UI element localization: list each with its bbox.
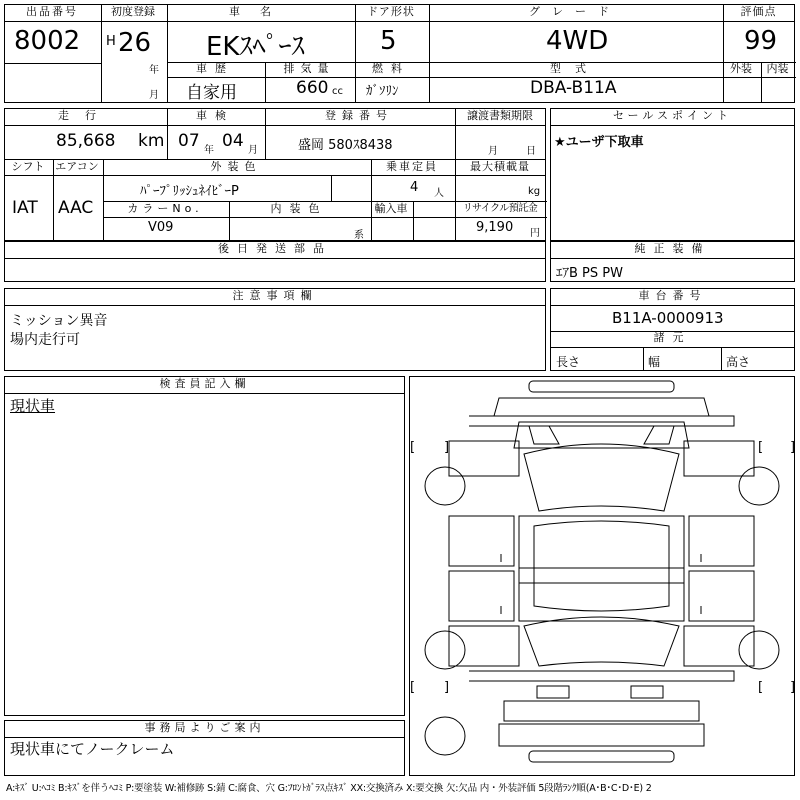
bracket-left-bottom: [ [410, 680, 416, 695]
specs-label: 諸元 [653, 331, 692, 344]
transfer-month-unit: 月 [488, 146, 498, 157]
ac-label: エアコン [55, 160, 99, 173]
era-letter: H [106, 34, 116, 49]
transfer-day-unit: 日 [526, 146, 536, 157]
plate-label: 登録番号 [325, 109, 393, 122]
recycle-value: 9,190 [476, 220, 514, 235]
displacement-value: 660 [296, 78, 329, 98]
selling-points-box [550, 108, 795, 241]
shift-value: IAT [12, 198, 38, 218]
capacity-unit: 人 [434, 188, 444, 199]
plate-value: 盛岡 580ｽ8438 [298, 138, 393, 153]
bracket-right-bottom: [ [758, 680, 764, 695]
grade-label: グレード [529, 5, 621, 18]
notes-line2: 場内走行可 [10, 332, 80, 348]
door-label: ドア形状 [367, 5, 415, 18]
capacity-value: 4 [410, 180, 419, 195]
transfer-label: 譲渡書類期限 [467, 109, 533, 122]
selling-points-label: セールスポイント [612, 109, 732, 122]
bracket-left-bottom-close: ] [444, 680, 450, 695]
fuel-value: ｶﾞｿﾘﾝ [366, 84, 399, 99]
inspection-year: 07 [178, 131, 200, 151]
import-label: 輸入車 [374, 202, 408, 215]
equipment-label: 純正装備 [634, 242, 711, 255]
color-value: ﾊﾟｰﾌﾟﾘｯｼｭﾈｲﾋﾞｰP [140, 184, 239, 199]
interior-color-unit: 系 [354, 230, 364, 241]
year-unit: 年 [149, 65, 159, 76]
interior-color-label: 内装色 [270, 202, 328, 215]
first-reg-label: 初度登録 [111, 5, 155, 18]
exterior-label: 外装 [730, 62, 752, 75]
inspector-value: 現状車 [10, 397, 56, 415]
load-unit: kg [528, 186, 541, 197]
model-value: DBA-B11A [530, 78, 617, 98]
history-label: 車歴 [196, 62, 234, 75]
color-no-value: V09 [148, 220, 174, 235]
color-label: 外装色 [210, 160, 262, 173]
selling-points-value: ★ユーザ下取車 [554, 135, 644, 150]
recycle-unit: 円 [530, 228, 540, 239]
mileage-value: 85,668 [56, 131, 116, 151]
inspection-label: 車検 [196, 109, 234, 122]
chassis-label: 車台番号 [638, 289, 707, 302]
capacity-label: 乗車定員 [386, 160, 438, 173]
specs-height: 高さ [726, 355, 751, 369]
inspection-year-unit: 年 [204, 145, 214, 156]
displacement-unit: cc [332, 86, 343, 97]
later-parts-label: 後日発送部品 [218, 242, 332, 255]
shift-label: シフト [11, 160, 45, 173]
interior-label: 内装 [766, 62, 789, 75]
office-label: 事務局よりご案内 [144, 721, 265, 734]
grade-value: 4WD [546, 26, 609, 56]
bracket-right-top-close: ] [444, 440, 450, 455]
color-no-label: カラーNo. [127, 202, 203, 215]
specs-width: 幅 [648, 355, 661, 369]
history-value: 自家用 [186, 83, 237, 103]
office-value: 現状車にてノークレーム [10, 740, 175, 758]
load-label: 最大積載量 [470, 160, 530, 173]
model-label: 型式 [550, 62, 600, 75]
bracket-right-top-end: ] [790, 440, 796, 455]
lot-value: 8002 [14, 26, 81, 56]
car-damage-diagram [409, 376, 795, 776]
inspection-month-unit: 月 [248, 145, 258, 156]
displacement-label: 排気量 [283, 62, 335, 75]
bracket-left-top: [ [410, 440, 416, 455]
inspector-box [4, 376, 405, 716]
month-unit: 月 [149, 90, 159, 101]
ac-value: AAC [58, 198, 94, 218]
year-value: 26 [118, 28, 152, 58]
inspection-month: 04 [222, 131, 244, 151]
door-value: 5 [380, 26, 397, 56]
recycle-label: リサイクル預託金 [462, 203, 538, 214]
bracket-right-top: [ [758, 440, 764, 455]
score-label: 評価点 [740, 5, 777, 18]
chassis-value: B11A-0000913 [612, 309, 724, 327]
notes-label: 注意事項欄 [232, 289, 318, 302]
car-name-label: 車名 [229, 5, 291, 18]
mileage-label: 走行 [58, 109, 112, 122]
fuel-label: 燃料 [372, 62, 410, 75]
lot-label: 出品番号 [26, 5, 78, 18]
notes-line1: ミッション異音 [10, 313, 108, 329]
equipment-value: ｴｱB PS PW [556, 266, 623, 281]
vehicle-details-table [4, 108, 546, 241]
car-name-value: EKｽﾍﾟｰｽ [206, 32, 305, 62]
specs-length: 長さ [556, 355, 581, 369]
mileage-unit: km [138, 131, 165, 151]
score-value: 99 [744, 26, 778, 56]
bracket-right-bottom-end: ] [790, 680, 796, 695]
damage-code-legend: A:ｷｽﾞ U:ﾍｺﾐ B:ｷｽﾞを伴うﾍｺﾐ P:要塗装 W:補修跡 S:錆 C:腐食、穴 G:ﾌﾛﾝﾄｶﾞﾗｽ点ｷｽﾞ XX:交換済み X:要交換 欠:欠品 内・外装評価 5段階ﾗﾝｸ順(A･B･C･D･E) 2 [6, 783, 652, 794]
inspector-label: 検査員記入欄 [159, 377, 250, 390]
